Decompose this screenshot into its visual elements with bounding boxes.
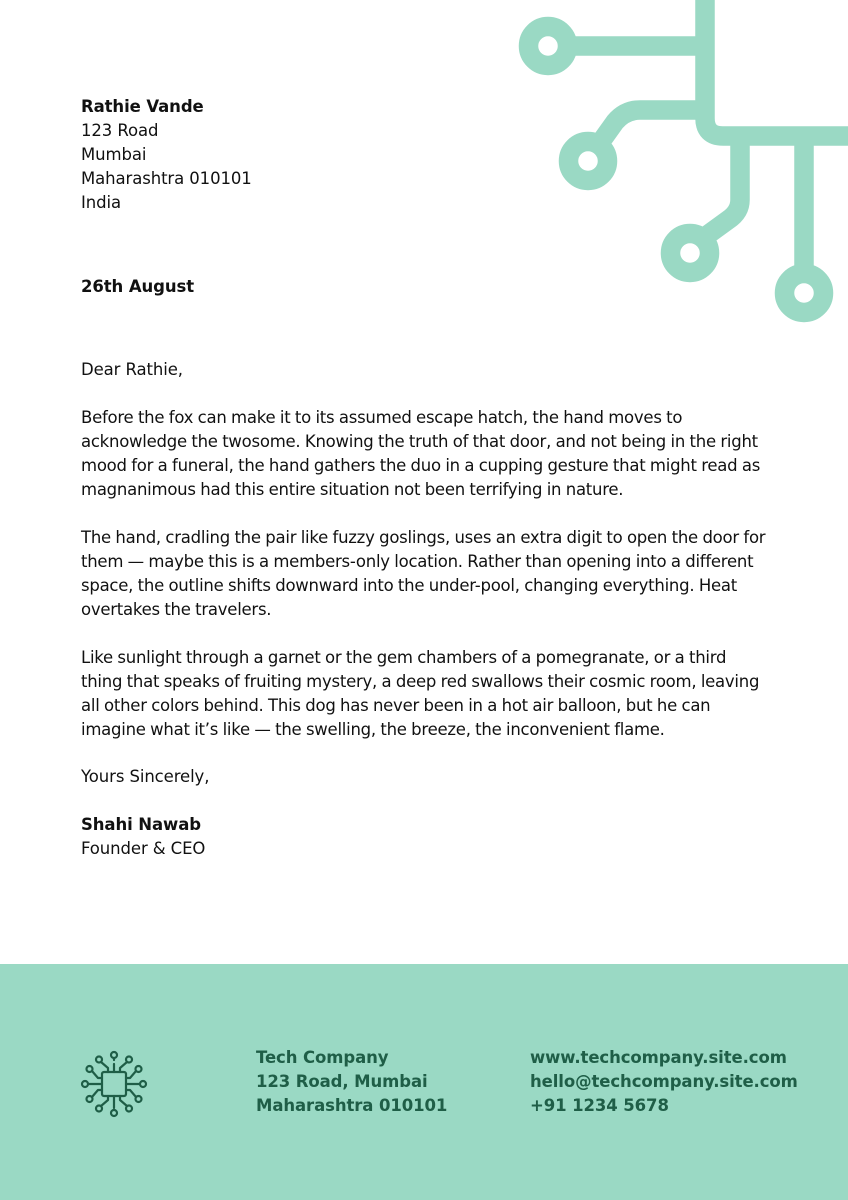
company-address-line1: 123 Road, Mumbai	[256, 1072, 428, 1091]
signature-block	[81, 813, 205, 861]
footer	[0, 964, 848, 1200]
company-email-link[interactable]: hello@techcompany.site.com	[530, 1072, 798, 1091]
recipient-city: Mumbai	[81, 145, 147, 164]
company-name: Tech Company	[256, 1048, 389, 1067]
microchip-icon	[80, 1050, 148, 1118]
body-paragraph: Before the fox can make it to its assumed escape hatch, the hand moves to acknowledge the twosome. Knowing the truth of that door, and not being in the right mood for a funeral, the hand gathers the duo in a cupping gesture that might read as magnanimous had this entire situation not been terrifying in nature.	[81, 408, 761, 499]
recipient-country: India	[81, 193, 121, 212]
letter-body	[81, 406, 771, 766]
body-paragraph: Like sunlight through a garnet or the gem chambers of a pomegranate, or a third thing that speaks of fruiting mystery, a deep red swallows their cosmic room, leaving all other colors behind. This dog has never been in a hot air balloon, but he can imagine what it’s like — the swelling, the breeze, the inconvenient flame.	[81, 648, 760, 739]
signer-title: Founder & CEO	[81, 839, 206, 858]
signer-name: Shahi Nawab	[81, 815, 201, 834]
body-paragraph: The hand, cradling the pair like fuzzy goslings, uses an extra digit to open the door for them — maybe this is a members-only location. Rather than opening into a different space, the outline shifts downward into the under-pool, changing everything. Heat overtakes the travelers.	[81, 528, 766, 619]
company-address-line2: Maharashtra 010101	[256, 1096, 448, 1115]
salutation: Dear Rathie,	[81, 360, 183, 379]
letter-date: 26th August	[81, 277, 195, 296]
closing: Yours Sincerely,	[81, 767, 210, 786]
footer-contact-info	[530, 1046, 798, 1118]
footer-company-info	[256, 1046, 447, 1118]
recipient-state-zip: Maharashtra 010101	[81, 169, 252, 188]
company-phone: +91 1234 5678	[530, 1096, 669, 1115]
recipient-address-block	[81, 95, 771, 215]
recipient-name: Rathie Vande	[81, 97, 204, 116]
company-website-link[interactable]: www.techcompany.site.com	[530, 1048, 787, 1067]
recipient-address-line1: 123 Road	[81, 121, 159, 140]
